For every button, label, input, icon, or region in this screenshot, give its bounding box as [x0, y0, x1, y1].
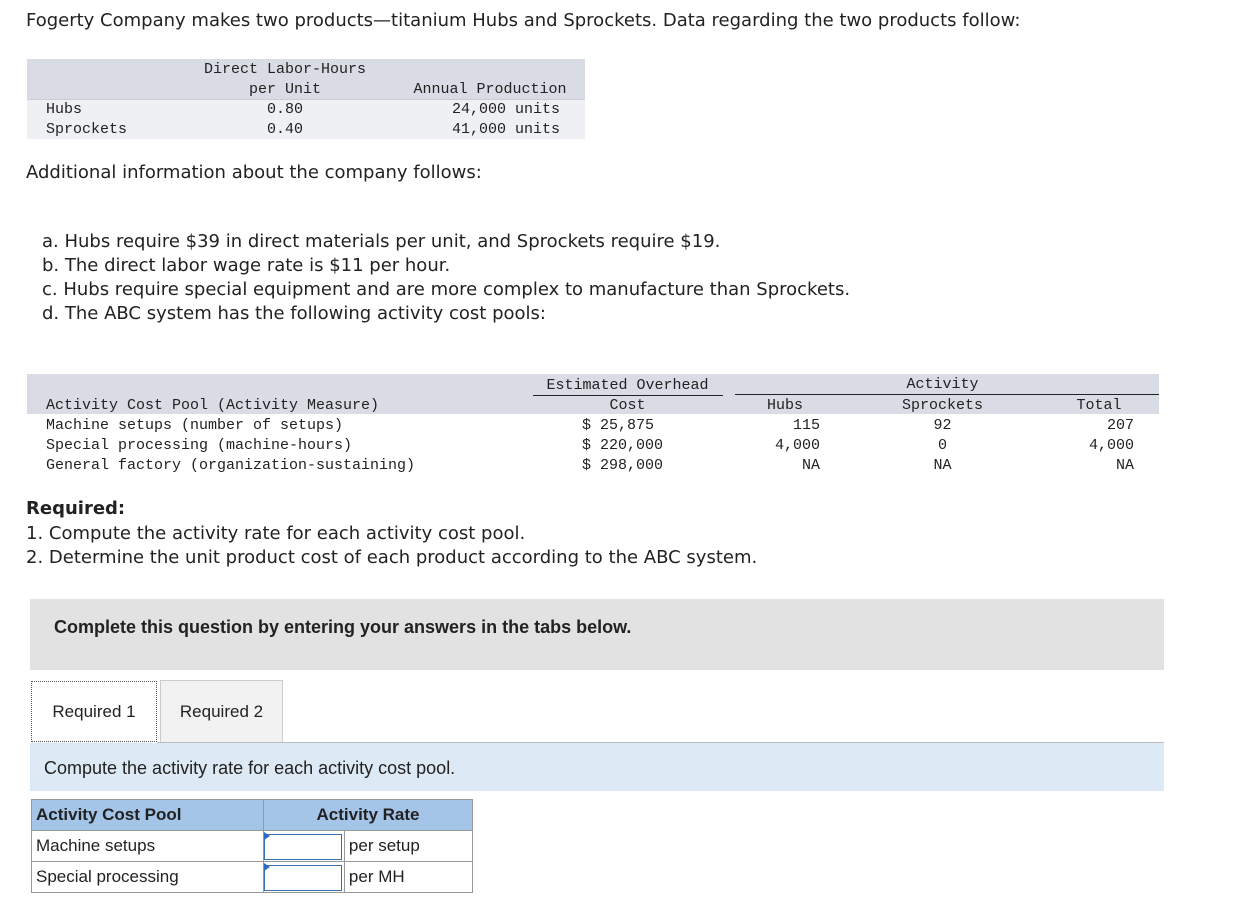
pool-hubs: 4,000	[774, 437, 820, 454]
required-item: 2. Determine the unit product cost of each product according to the ABC system.	[26, 547, 758, 568]
pool-sprockets: 0	[937, 437, 947, 454]
additional-info-heading: Additional information about the company follows:	[26, 162, 482, 183]
header-underline	[533, 395, 723, 396]
pool-cost: $ 298,000	[582, 457, 664, 474]
pool-sprockets: 92	[933, 417, 952, 434]
header-activity-cost-pool: Activity Cost Pool (Activity Measure)	[46, 397, 380, 414]
answer-pool-name: Special processing	[32, 862, 264, 893]
pool-total: 207	[1106, 417, 1134, 434]
header-activity: Activity	[906, 376, 979, 393]
answer-pool-name: Machine setups	[32, 831, 264, 862]
pool-total: 4,000	[1088, 437, 1134, 454]
header-dlh-line1: Direct Labor-Hours	[203, 61, 367, 78]
header-sprockets: Sprockets	[901, 397, 983, 414]
pool-hubs: 115	[792, 417, 820, 434]
header-estimated-overhead: Estimated Overhead	[546, 377, 709, 394]
answer-table	[31, 799, 473, 893]
pool-total: NA	[1115, 457, 1134, 474]
list-item: a. Hubs require $39 in direct materials per unit, and Sprockets require $19.	[42, 231, 721, 252]
list-item: c. Hubs require special equipment and are more complex to manufacture than Sprockets.	[42, 279, 851, 300]
answer-header-rate: Activity Rate	[264, 800, 473, 831]
header-annual-production: Annual Production	[413, 81, 567, 98]
header-hubs: Hubs	[766, 397, 803, 414]
tab-instruction-text: Compute the activity rate for each activity cost pool.	[44, 758, 456, 778]
row-dlh: 0.80	[266, 101, 303, 118]
answer-input-cell	[264, 862, 345, 893]
pool-cost: $ 220,000	[582, 437, 664, 454]
banner-text: Complete this question by entering your answers in the tabs below.	[54, 617, 632, 637]
tab-required-1[interactable]: Required 1	[31, 681, 157, 742]
intro-text: Fogerty Company makes two products—titanium Hubs and Sprockets. Data regarding the two products follow:	[26, 10, 1021, 31]
pool-cost: $ 25,875	[582, 417, 655, 434]
list-item: b. The direct labor wage rate is $11 per hour.	[42, 255, 451, 276]
pool-name: General factory (organization-sustaining)	[46, 457, 416, 474]
pool-name: Machine setups (number of setups)	[46, 417, 344, 434]
input-marker-icon	[264, 863, 270, 871]
tab-required-2[interactable]: Required 2	[160, 680, 283, 742]
row-production: 41,000 units	[451, 121, 560, 138]
required-item: 1. Compute the activity rate for each activity cost pool.	[26, 523, 526, 544]
required-title: Required:	[26, 498, 126, 519]
row-production: 24,000 units	[451, 101, 560, 118]
row-product: Sprockets	[46, 121, 128, 138]
answer-unit: per MH	[344, 862, 472, 893]
list-item: d. The ABC system has the following activity cost pools:	[42, 303, 546, 324]
row-dlh: 0.40	[266, 121, 303, 138]
pool-hubs: NA	[801, 457, 820, 474]
row-product: Hubs	[46, 101, 83, 118]
special-processing-rate-input[interactable]	[264, 865, 342, 891]
header-dlh-line2: per Unit	[248, 81, 321, 98]
header-cost: Cost	[609, 397, 646, 414]
answer-input-cell	[264, 831, 345, 862]
answer-header-pool: Activity Cost Pool	[32, 800, 264, 831]
header-total: Total	[1076, 397, 1122, 414]
pool-sprockets: NA	[933, 457, 952, 474]
machine-setups-rate-input[interactable]	[264, 834, 342, 860]
input-marker-icon	[264, 832, 270, 840]
pool-name: Special processing (machine-hours)	[46, 437, 353, 454]
header-underline	[735, 394, 1159, 395]
answer-unit: per setup	[344, 831, 472, 862]
